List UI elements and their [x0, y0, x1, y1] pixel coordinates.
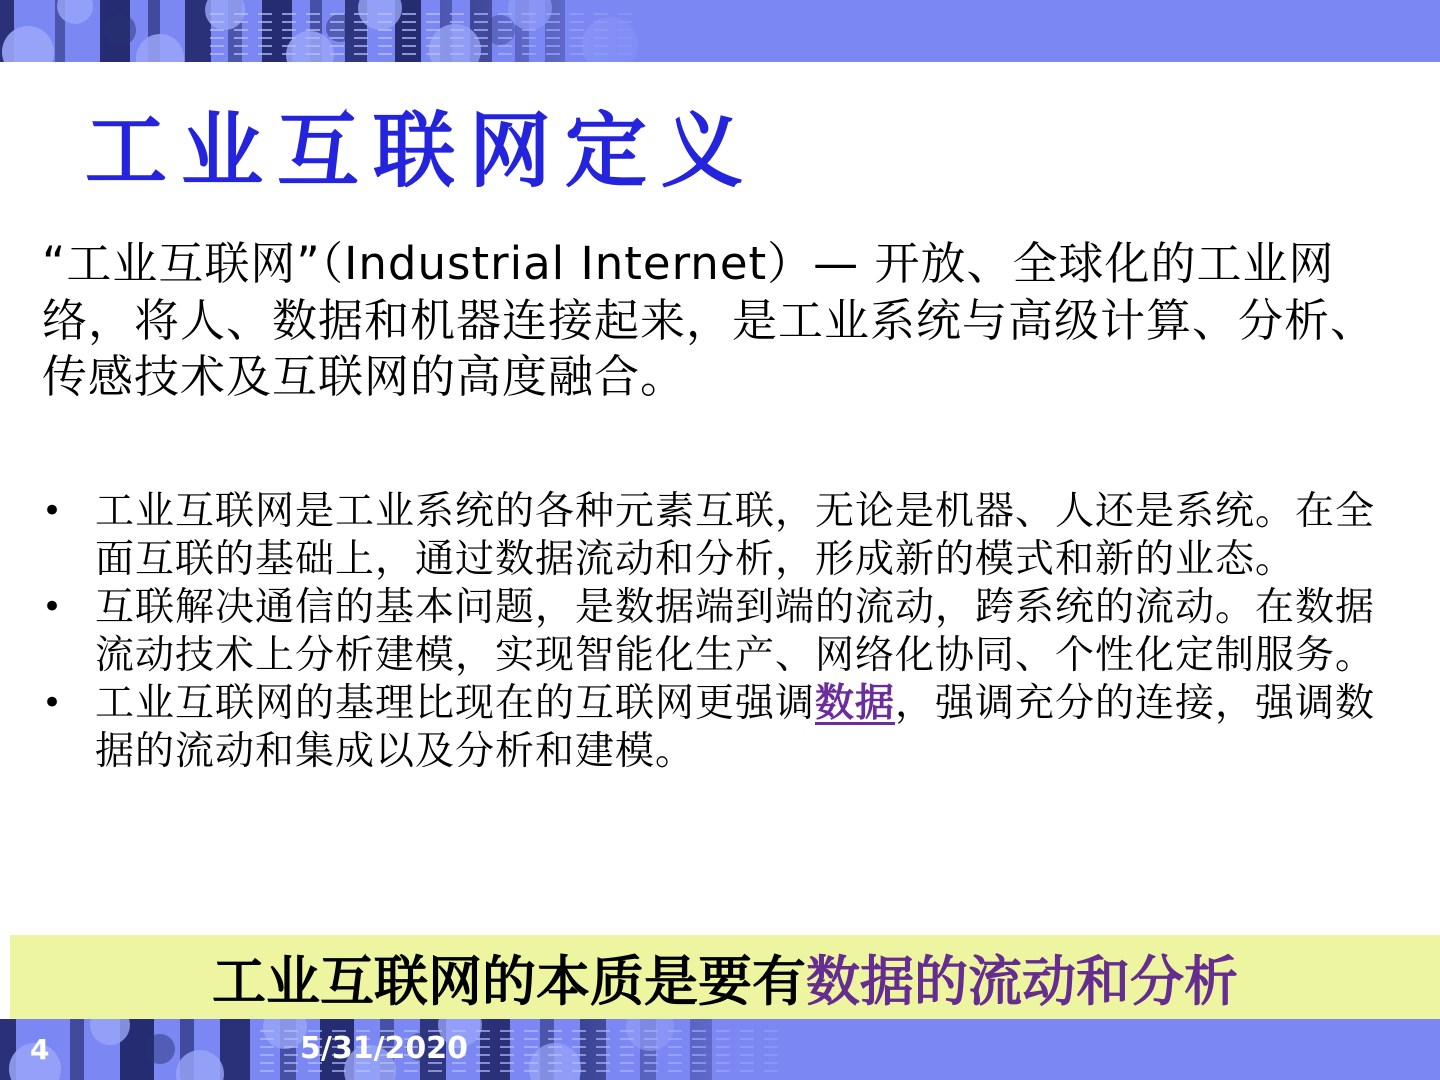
highlighted-term: 数据 — [815, 680, 896, 726]
bullet-icon: • — [42, 586, 63, 627]
list-item — [42, 584, 1402, 680]
emphasis-text-black: 工业互联网的本质是要有 — [212, 949, 806, 1013]
bullet-icon: • — [42, 491, 63, 531]
bullet-text-after: ，强调充分的连接，强调数据的流动和集成以及分析和建模。 — [95, 680, 1376, 774]
intro-paragraph: “工业互联网”（Industrial Internet）— 开放、全球化的工业网络，将人、数据和机器连接起来，是工业系统与高级计算、分析、传感技术及互联网的高度融合。 — [42, 237, 1377, 404]
bullet-icon: • — [42, 682, 63, 723]
bullet-text — [95, 680, 1402, 776]
slide-date: 5/31/2020 — [300, 1031, 469, 1066]
list-item — [42, 680, 1402, 776]
bullet-text-before: 工业互联网的基理比现在的互联网更强调 — [95, 680, 816, 726]
emphasis-banner — [10, 935, 1440, 1019]
bullet-text: 互联解决通信的基本问题，是数据端到端的流动，跨系统的流动。在数据流动技术上分析建模，实现智能化生产、网络化协同、个性化定制服务。 — [95, 584, 1376, 678]
top-banner-pattern — [0, 0, 1440, 62]
bullet-text: 工业互联网是工业系统的各种元素互联，无论是机器、人还是系统。在全面互联的基础上，通过数据流动和分析，形成新的模式和新的业态。 — [95, 489, 1376, 582]
page-title: 工业互联网定义 — [85, 104, 758, 199]
bullet-list — [42, 488, 1402, 776]
list-item — [42, 488, 1402, 584]
footer-bar — [0, 1019, 1440, 1080]
emphasis-text-purple: 数据的流动和分析 — [806, 949, 1238, 1013]
top-decorative-banner — [0, 0, 1440, 62]
footer-banner-pattern — [0, 1019, 1440, 1080]
page-number: 4 — [30, 1033, 50, 1066]
